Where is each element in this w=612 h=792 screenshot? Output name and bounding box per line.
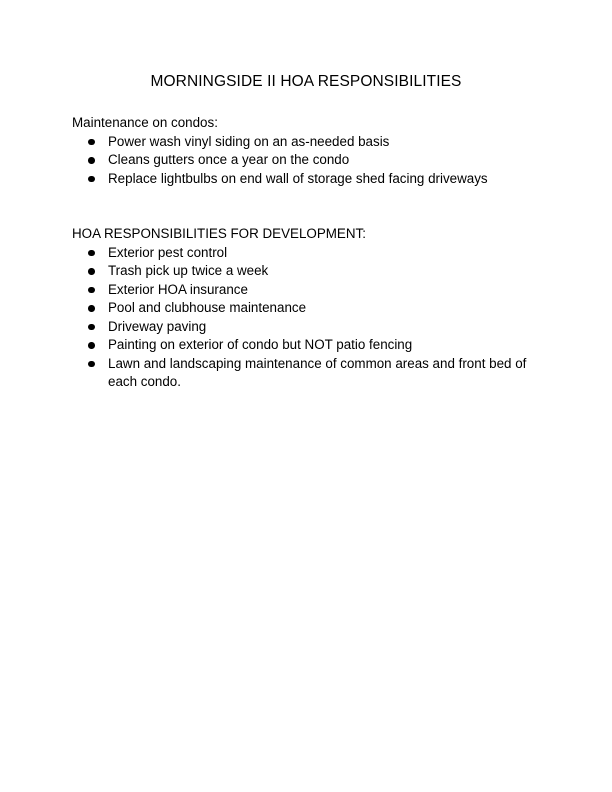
list-item (72, 170, 542, 189)
list-item-text: Exterior pest control (108, 244, 228, 260)
bullet-icon (88, 324, 95, 331)
bullet-icon (88, 139, 95, 146)
list-item (72, 281, 542, 300)
list-item-text: Replace lightbulbs on end wall of storage shed facing driveways (108, 170, 488, 186)
section-heading: Maintenance on condos: (72, 115, 218, 130)
list-item (72, 318, 542, 337)
bullet-icon (88, 157, 95, 164)
bullet-list (72, 244, 542, 392)
list-item-text: Pool and clubhouse maintenance (108, 300, 307, 315)
bullet-icon (88, 268, 95, 275)
bullet-icon (88, 176, 95, 183)
bullet-icon (88, 287, 95, 294)
section-maintenance-on-condos (72, 114, 542, 188)
bullet-list (72, 133, 542, 189)
bullet-icon (88, 305, 95, 312)
list-item-text: Cleans gutters once a year on the condo (108, 152, 350, 167)
bullet-icon (88, 250, 95, 257)
document-title: MORNINGSIDE II HOA RESPONSIBILITIES (150, 73, 462, 90)
section-hoa-responsibilities-for-development (72, 225, 542, 392)
list-item (72, 262, 542, 281)
list-item (72, 355, 542, 392)
bullet-icon (88, 361, 95, 368)
list-item-text: Power wash vinyl siding on an as-needed basis (108, 133, 390, 149)
list-item-text: Trash pick up twice a week (108, 263, 269, 278)
bullet-icon (88, 342, 95, 349)
list-item (72, 299, 542, 318)
list-item (72, 336, 542, 355)
list-item (72, 244, 542, 263)
list-item-text: Driveway paving (108, 318, 207, 334)
list-item-text: Lawn and landscaping maintenance of common areas and front bed of each condo. (108, 355, 527, 389)
section-heading: HOA RESPONSIBILITIES FOR DEVELOPMENT: (72, 226, 366, 241)
list-item (72, 133, 542, 152)
list-item-text: Exterior HOA insurance (108, 281, 248, 297)
list-item-text: Painting on exterior of condo but NOT patio fencing (108, 337, 413, 352)
list-item (72, 151, 542, 170)
